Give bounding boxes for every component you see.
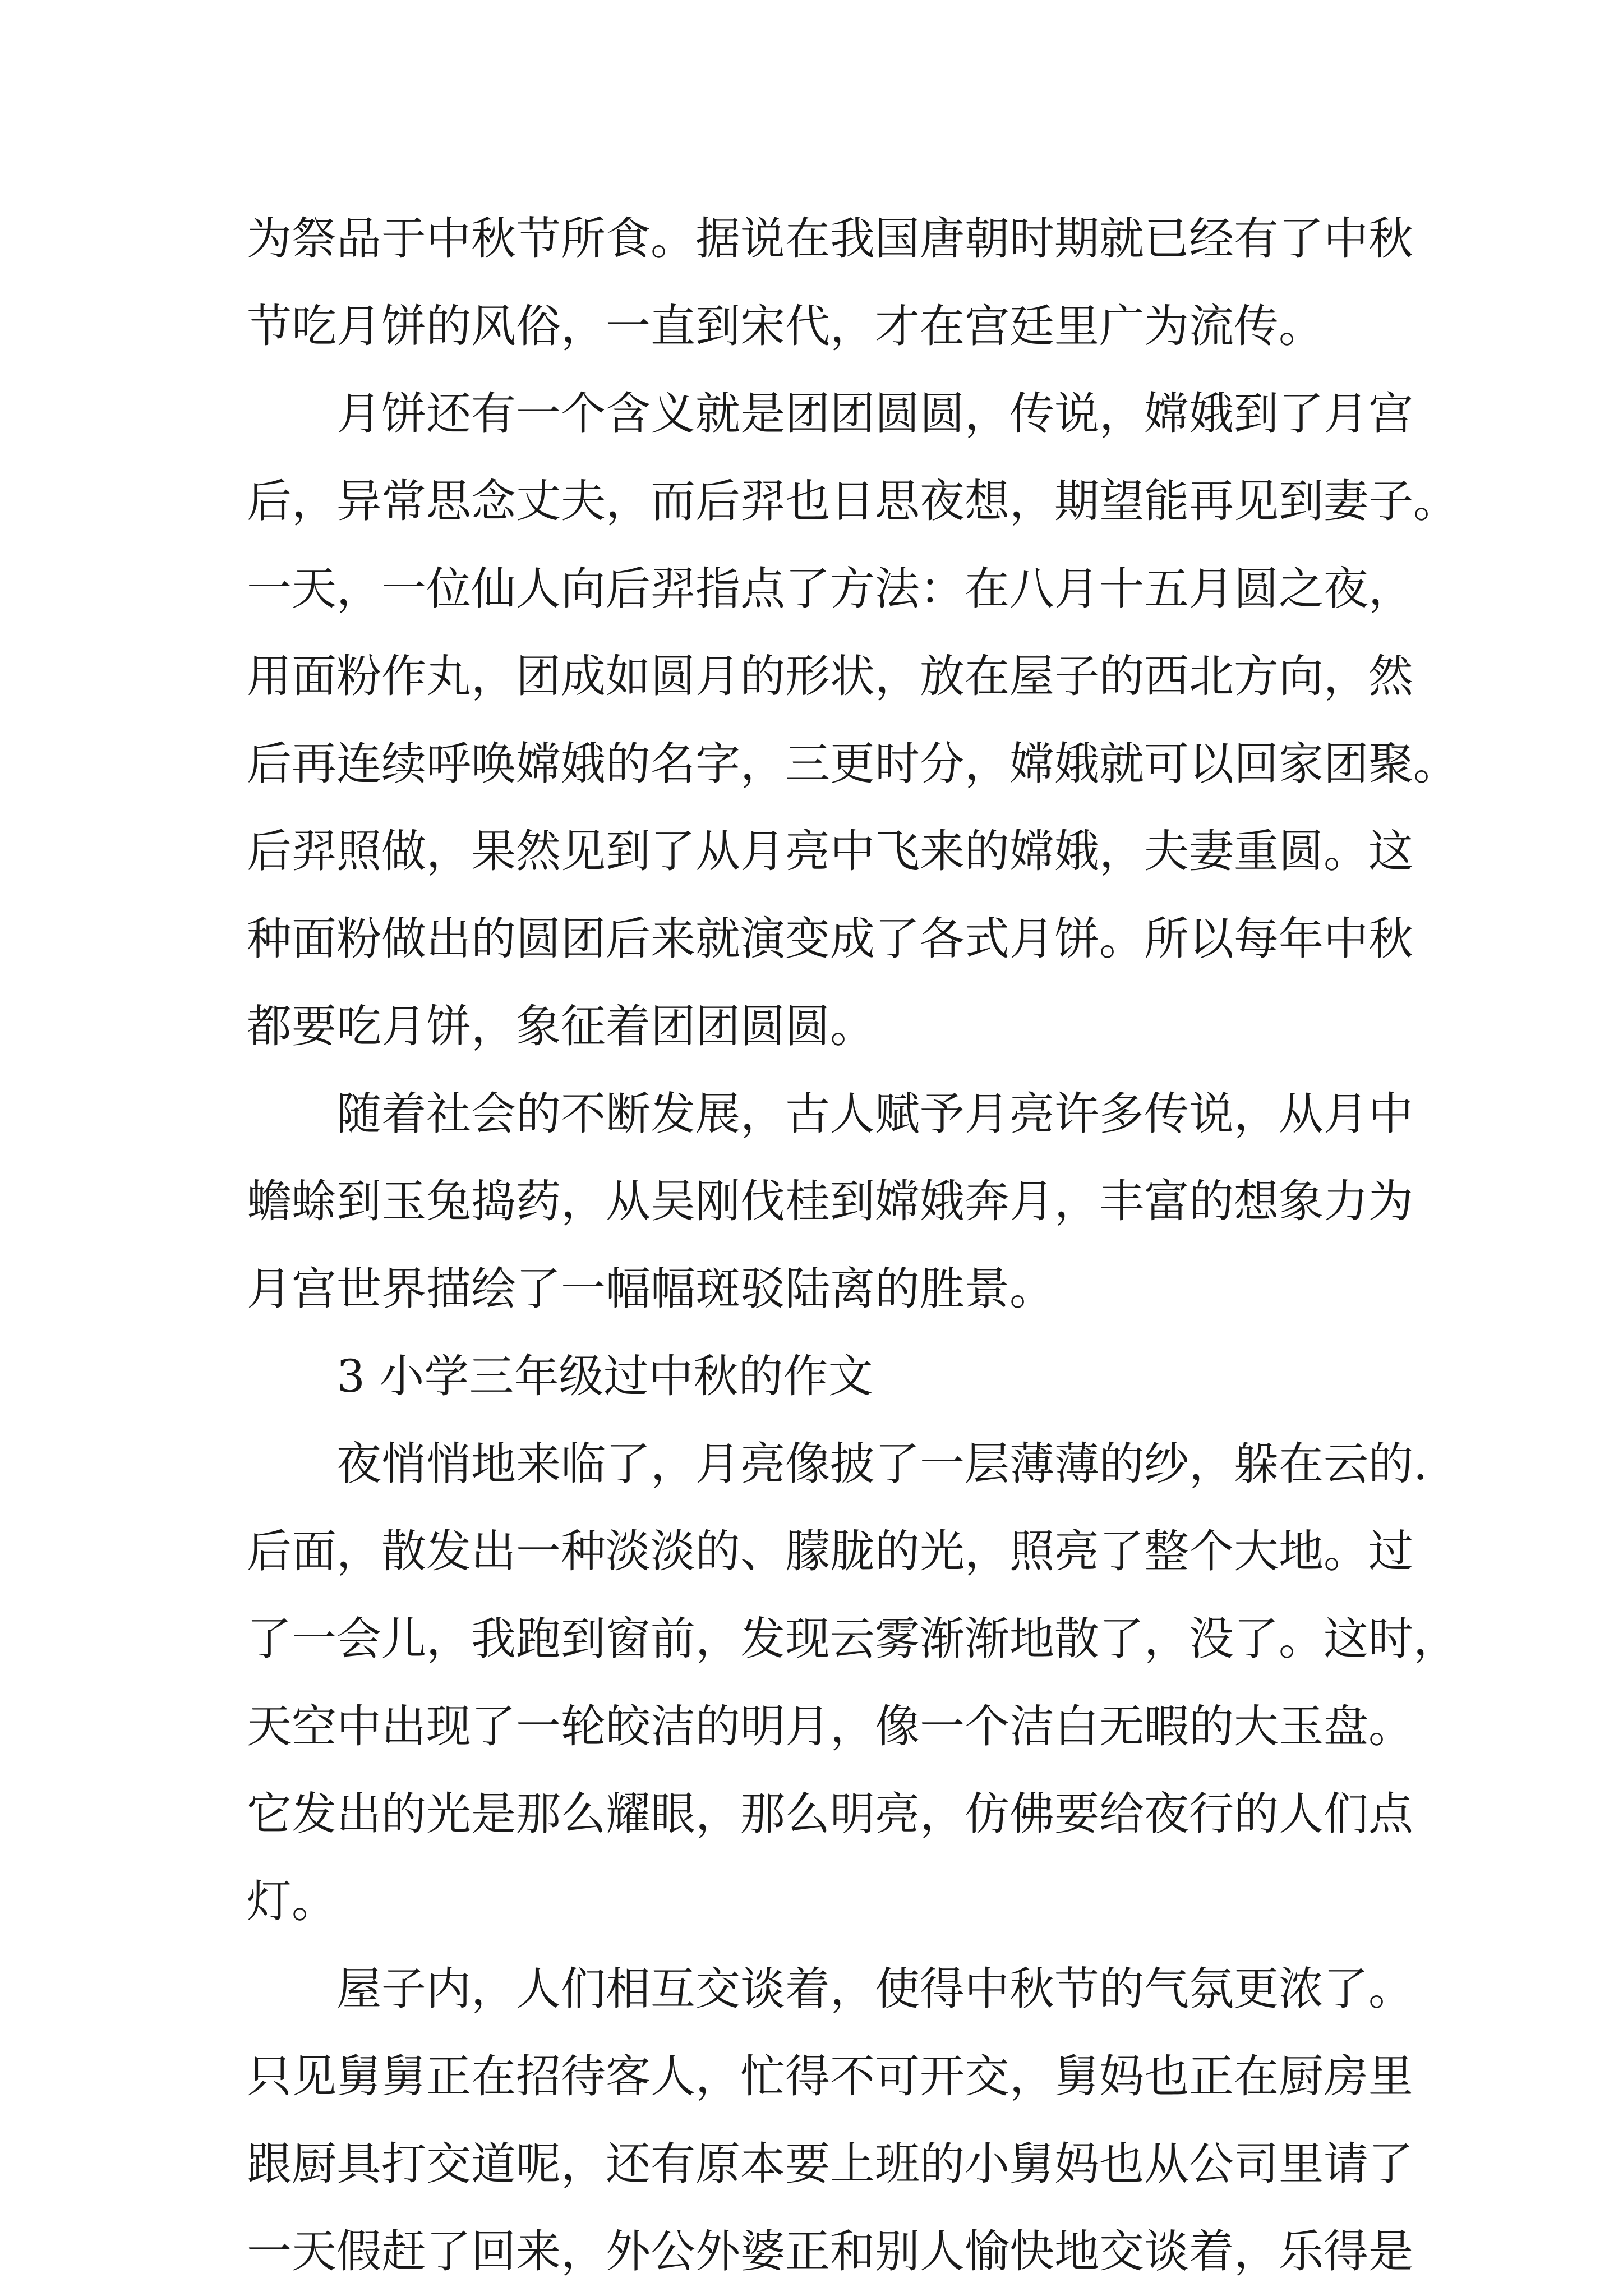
- paragraph-line: 月饼还有一个含义就是团团圆圆，传说，嫦娥到了月宫: [336, 388, 1413, 440]
- paragraph-line: 一天，一位仙人向后羿指点了方法：在八月十五月圆之夜，: [247, 563, 1413, 615]
- paragraph-line: 后再连续呼唤嫦娥的名字，三更时分，嫦娥就可以回家团聚。: [247, 738, 1458, 790]
- paragraph-line: 屋子内，人们相互交谈着，使得中秋节的气氛更浓了。: [336, 1963, 1413, 2015]
- paragraph-line: 它发出的光是那么耀眼，那么明亮，仿佛要给夜行的人们点: [247, 1788, 1413, 1840]
- section-heading: 3 小学三年级过中秋的作文: [336, 1350, 873, 1402]
- paragraph-line: 一天假赶了回来，外公外婆正和别人愉快地交谈着，乐得是: [247, 2225, 1413, 2277]
- paragraph-line: 后，异常思念丈夫，而后羿也日思夜想，期望能再见到妻子。: [247, 475, 1458, 527]
- paragraph-line: 夜悄悄地来临了，月亮像披了一层薄薄的纱，躲在云的.: [336, 1438, 1428, 1490]
- paragraph-line: 只见舅舅正在招待客人，忙得不可开交，舅妈也正在厨房里: [247, 2050, 1413, 2102]
- paragraph-line: 后羿照做，果然见到了从月亮中飞来的嫦娥，夫妻重圆。这: [247, 825, 1413, 877]
- paragraph-line: 为祭品于中秋节所食。据说在我国唐朝时期就已经有了中秋: [247, 213, 1413, 265]
- paragraph-line: 蟾蜍到玉兔捣药，从吴刚伐桂到嫦娥奔月，丰富的想象力为: [247, 1175, 1413, 1227]
- paragraph-line: 月宫世界描绘了一幅幅斑驳陆离的胜景。: [247, 1263, 1054, 1315]
- paragraph-line: 灯。: [247, 1875, 336, 1927]
- paragraph-line: 用面粉作丸，团成如圆月的形状，放在屋子的西北方向，然: [247, 650, 1413, 702]
- paragraph-line: 都要吃月饼，象征着团团圆圆。: [247, 1000, 875, 1052]
- paragraph-line: 后面，散发出一种淡淡的、朦胧的光，照亮了整个大地。过: [247, 1525, 1413, 1577]
- paragraph-line: 天空中出现了一轮皎洁的明月，像一个洁白无暇的大玉盘。: [247, 1700, 1413, 1752]
- paragraph-line: 随着社会的不断发展，古人赋予月亮许多传说，从月中: [336, 1088, 1413, 1140]
- paragraph-line: 种面粉做出的圆团后来就演变成了各式月饼。所以每年中秋: [247, 913, 1413, 965]
- paragraph-line: 节吃月饼的风俗，一直到宋代，才在宫廷里广为流传。: [247, 300, 1324, 352]
- paragraph-line: 了一会儿，我跑到窗前，发现云雾渐渐地散了，没了。这时，: [247, 1613, 1458, 1665]
- paragraph-line: 跟厨具打交道呢，还有原本要上班的小舅妈也从公司里请了: [247, 2138, 1413, 2190]
